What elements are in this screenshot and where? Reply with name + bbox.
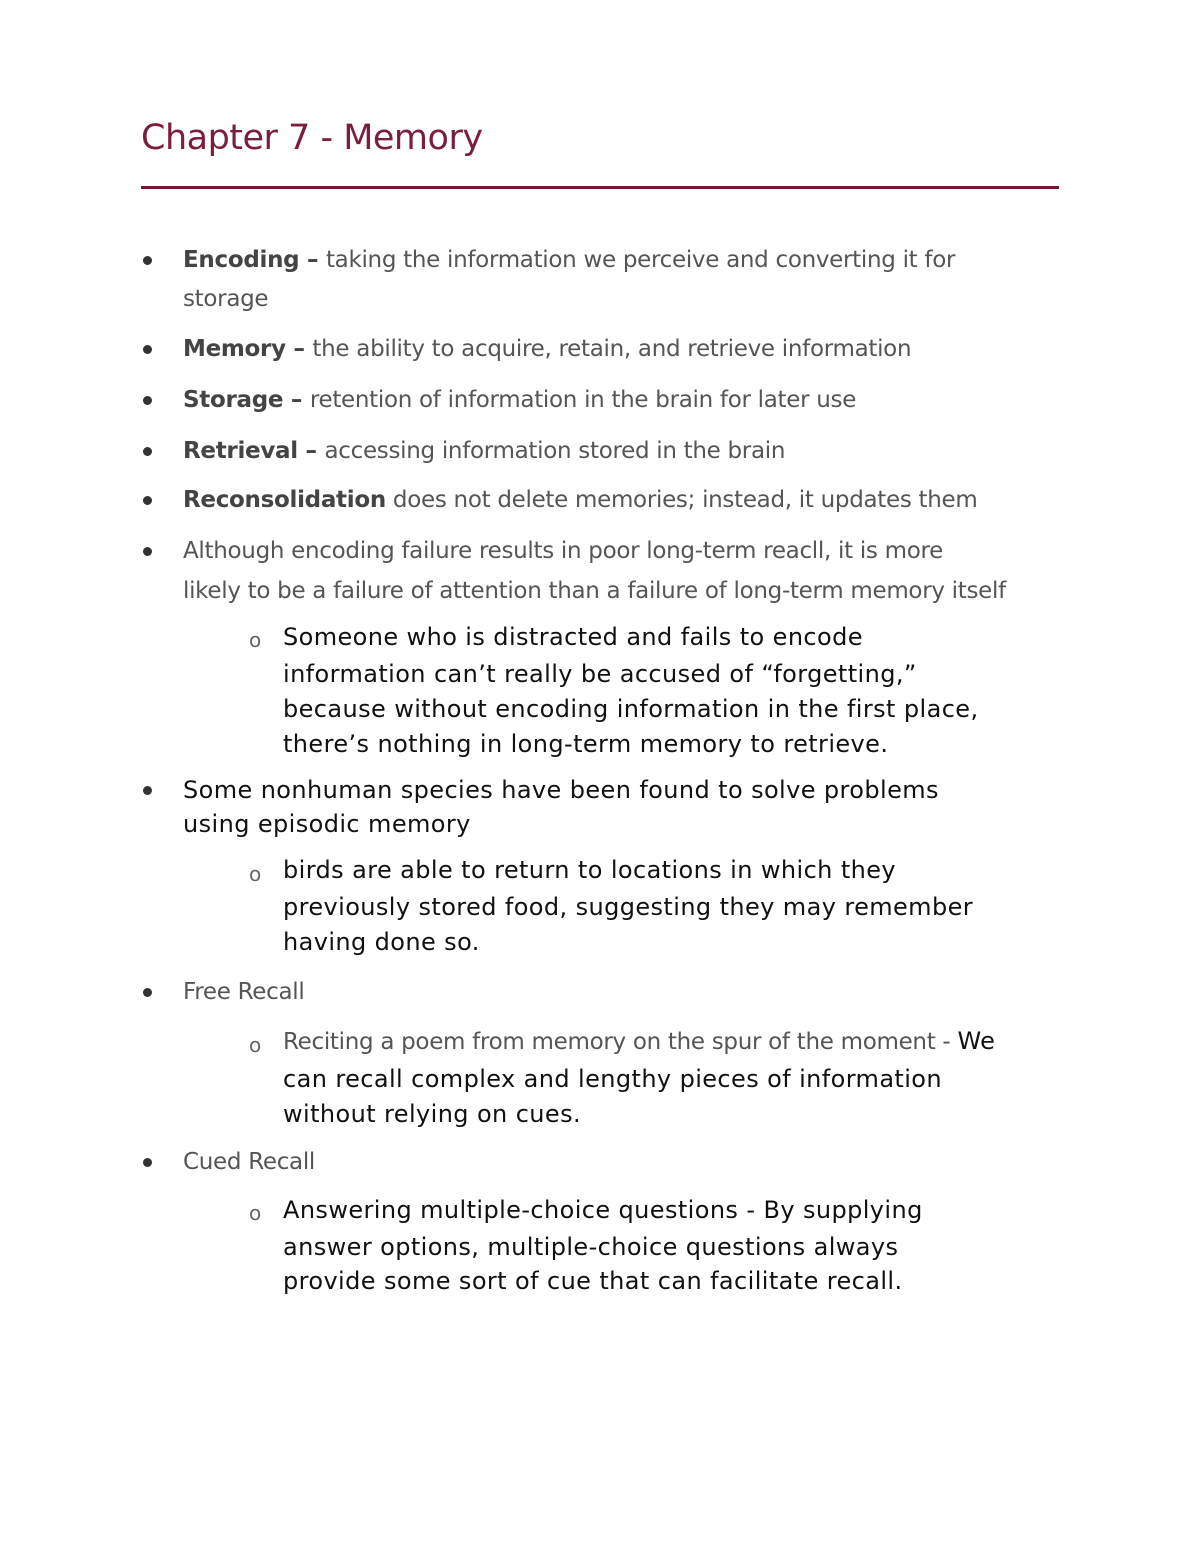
sub-item-line: information can’t really be accused of “forgetting,” xyxy=(283,660,917,688)
sub-item-line: there’s nothing in long-term memory to retrieve. xyxy=(283,730,889,758)
encoding-failure-line-1: Although encoding failure results in poor long-term reacll, it is more xyxy=(183,538,943,564)
term-storage: Storage xyxy=(183,387,284,413)
bullet-dot xyxy=(143,988,152,997)
sub-item-line: Answering multiple-choice questions - By supplying xyxy=(283,1196,923,1224)
term-retrieval: Retrieval xyxy=(183,438,298,464)
bullet-dot xyxy=(143,1158,152,1167)
definition-memory: the ability to acquire, retain, and retrieve information xyxy=(312,336,912,362)
sub-item-multiple-choice xyxy=(283,1195,923,1225)
encoding-failure-line-2: likely to be a failure of attention than a failure of long-term memory itself xyxy=(183,578,1006,604)
sub-item-distracted-cont xyxy=(283,694,979,724)
list-item-storage xyxy=(183,385,856,415)
cued-recall-label: Cued Recall xyxy=(183,1149,316,1175)
list-item-encoding-failure-cont xyxy=(183,576,1006,606)
list-item-memory xyxy=(183,334,911,364)
sub-item-lead: Reciting a poem from memory on the spur of the moment - xyxy=(283,1029,958,1055)
sub-item-line: because without encoding information in the first place, xyxy=(283,695,979,723)
list-item-nonhuman-species-cont xyxy=(183,809,471,839)
sub-item-line: can recall complex and lengthy pieces of information xyxy=(283,1065,943,1093)
list-item-cued-recall xyxy=(183,1147,315,1177)
term-separator: – xyxy=(283,387,310,413)
bullet-dot xyxy=(143,345,152,354)
definition-storage: retention of information in the brain for later use xyxy=(309,387,857,413)
sub-item-poem-cont xyxy=(283,1064,942,1094)
definition-retrieval: accessing information stored in the brain xyxy=(324,438,786,464)
sub-item-distracted-cont xyxy=(283,729,888,759)
sub-item-line: having done so. xyxy=(283,928,480,956)
sub-item-poem-cont xyxy=(283,1099,581,1129)
sub-bullet-marker: o xyxy=(249,1201,262,1225)
sub-bullet-marker: o xyxy=(249,628,262,652)
bullet-dot xyxy=(143,547,152,556)
sub-item-poem xyxy=(283,1026,995,1057)
page-title: Chapter 7 - Memory xyxy=(141,118,483,158)
bullet-dot xyxy=(143,256,152,265)
definition-encoding: taking the information we perceive and converting it for xyxy=(325,247,956,273)
sub-item-distracted-cont xyxy=(283,659,917,689)
nonhuman-line-2: using episodic memory xyxy=(183,810,471,838)
bullet-dot xyxy=(143,786,152,795)
bullet-dot xyxy=(143,396,152,405)
bullet-dot xyxy=(143,447,152,456)
sub-item-distracted xyxy=(283,622,863,652)
definition-encoding-cont: storage xyxy=(183,286,269,312)
sub-item-multiple-choice-cont xyxy=(283,1266,903,1296)
bullet-dot xyxy=(143,496,152,505)
sub-bullet-marker: o xyxy=(249,862,262,886)
list-item-free-recall xyxy=(183,977,304,1007)
term-memory: Memory xyxy=(183,336,286,362)
nonhuman-line-1: Some nonhuman species have been found to solve problems xyxy=(183,776,939,804)
sub-item-multiple-choice-cont xyxy=(283,1232,898,1262)
sub-item-line: previously stored food, suggesting they may remember xyxy=(283,893,974,921)
term-separator: – xyxy=(297,438,325,464)
list-item-encoding-failure xyxy=(183,536,943,566)
list-item-encoding xyxy=(183,245,955,275)
sub-item-line: without relying on cues. xyxy=(283,1100,581,1128)
sub-item-line: Someone who is distracted and fails to encode xyxy=(283,623,863,651)
definition-reconsolidation: does not delete memories; instead, it updates them xyxy=(385,487,978,513)
sub-item-lead-tail: We xyxy=(957,1027,996,1055)
list-item-retrieval xyxy=(183,436,785,466)
title-underline xyxy=(141,186,1059,189)
sub-item-line: birds are able to return to locations in which they xyxy=(283,856,897,884)
list-item-reconsolidation xyxy=(183,485,978,515)
sub-item-line: answer options, multiple-choice questions always xyxy=(283,1233,899,1261)
sub-item-birds-cont xyxy=(283,927,480,957)
list-item-nonhuman-species xyxy=(183,775,939,805)
sub-bullet-marker: o xyxy=(249,1033,262,1057)
free-recall-label: Free Recall xyxy=(183,979,305,1005)
sub-item-birds xyxy=(283,855,896,885)
sub-item-birds-cont xyxy=(283,892,973,922)
sub-item-line: provide some sort of cue that can facilitate recall. xyxy=(283,1267,903,1295)
term-separator: – xyxy=(299,247,326,273)
term-encoding: Encoding xyxy=(183,247,300,273)
term-reconsolidation: Reconsolidation xyxy=(183,487,386,513)
list-item-encoding-cont xyxy=(183,284,268,314)
term-separator: – xyxy=(285,336,313,362)
